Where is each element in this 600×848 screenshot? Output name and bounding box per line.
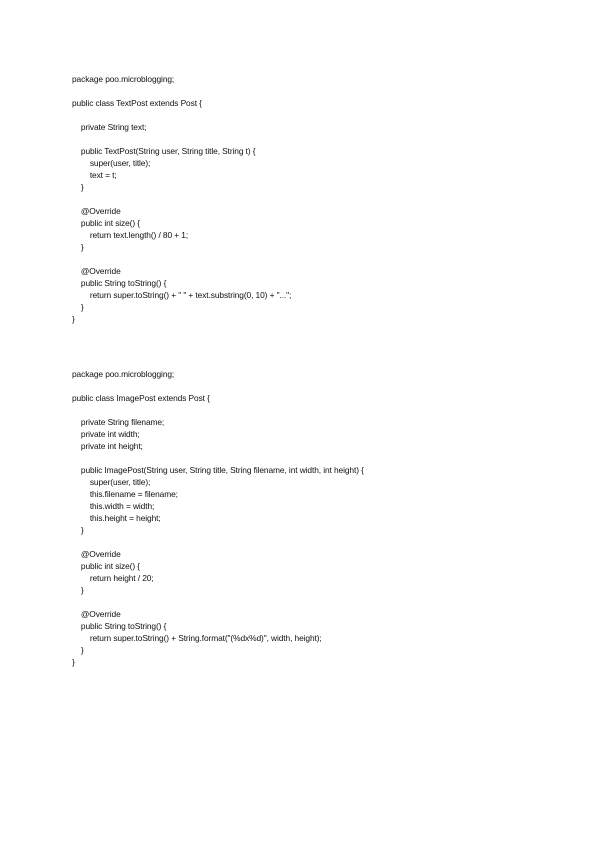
code-block-imagepost xyxy=(72,368,364,668)
code-line: this.height = height; xyxy=(72,513,161,523)
code-line: } xyxy=(72,242,84,252)
code-line: return text.length() / 80 + 1; xyxy=(72,230,189,240)
code-line: this.filename = filename; xyxy=(72,489,178,499)
code-line xyxy=(72,85,291,97)
code-line: } xyxy=(72,182,84,192)
code-line: public class ImagePost extends Post { xyxy=(72,393,210,403)
code-line: @Override xyxy=(72,609,121,619)
code-line: public int size() { xyxy=(72,218,140,228)
code-line: public TextPost(String user, String title, String t) { xyxy=(72,146,256,156)
code-line: public class TextPost extends Post { xyxy=(72,98,202,108)
code-line: public String toString() { xyxy=(72,621,167,631)
code-line: } xyxy=(72,314,75,324)
code-line xyxy=(72,133,291,145)
code-line: } xyxy=(72,525,84,535)
code-line: private int height; xyxy=(72,441,143,451)
code-line xyxy=(72,536,364,548)
code-line xyxy=(72,380,364,392)
code-line: private String filename; xyxy=(72,417,165,427)
code-line: super(user, title); xyxy=(72,158,151,168)
code-line: public String toString() { xyxy=(72,278,167,288)
code-line: package poo.microblogging; xyxy=(72,74,175,84)
code-line: } xyxy=(72,585,84,595)
code-line: @Override xyxy=(72,266,121,276)
code-line: super(user, title); xyxy=(72,477,151,487)
code-line: } xyxy=(72,645,84,655)
code-line xyxy=(72,193,291,205)
code-line: } xyxy=(72,302,84,312)
code-line: text = t; xyxy=(72,170,117,180)
code-line: this.width = width; xyxy=(72,501,155,511)
code-line: return super.toString() + " " + text.substring(0, 10) + "..."; xyxy=(72,290,292,300)
code-line: private String text; xyxy=(72,122,147,132)
code-line: @Override xyxy=(72,206,121,216)
code-line: private int width; xyxy=(72,429,140,439)
code-line xyxy=(72,253,291,265)
code-block-textpost xyxy=(72,73,291,325)
code-line: package poo.microblogging; xyxy=(72,369,175,379)
code-line: public int size() { xyxy=(72,561,140,571)
code-line xyxy=(72,404,364,416)
code-line: public ImagePost(String user, String title, String filename, int width, int height) { xyxy=(72,465,364,475)
code-line: @Override xyxy=(72,549,121,559)
code-line: return height / 20; xyxy=(72,573,154,583)
code-line: } xyxy=(72,657,75,667)
code-line xyxy=(72,452,364,464)
code-line xyxy=(72,109,291,121)
code-line: return super.toString() + String.format("(%dx%d)", width, height); xyxy=(72,633,322,643)
code-line xyxy=(72,596,364,608)
